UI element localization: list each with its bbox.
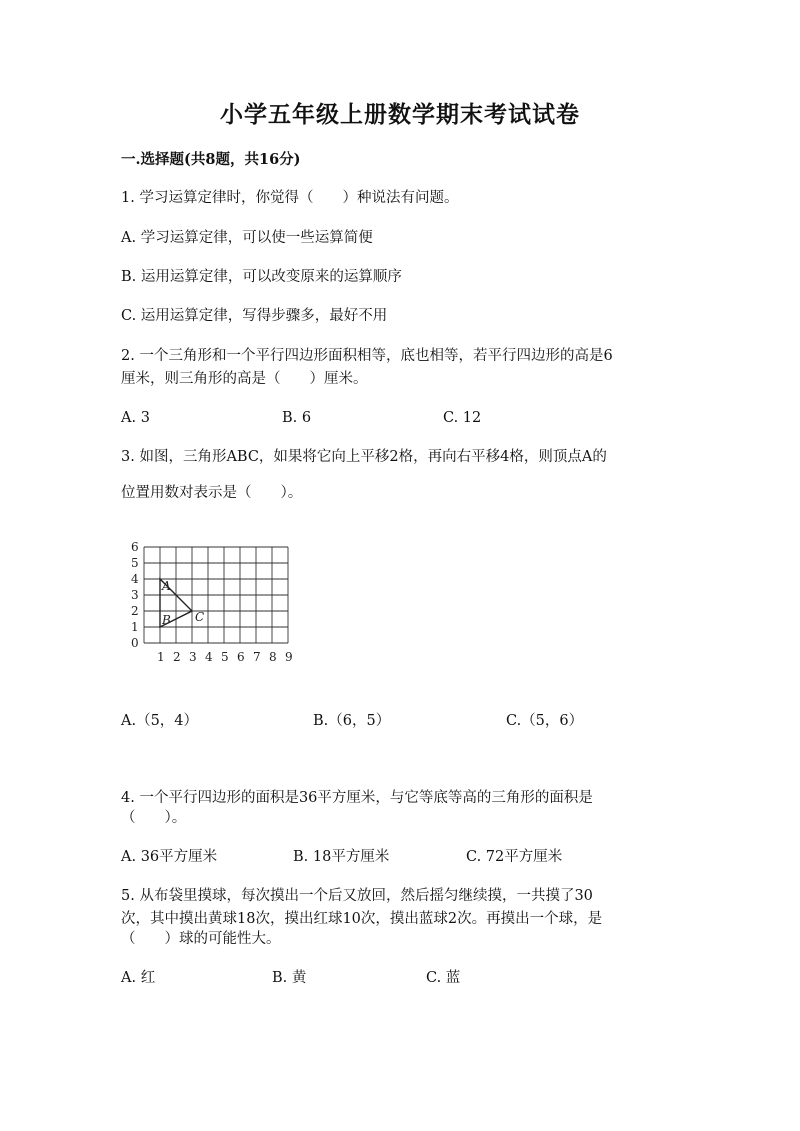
- x-tick-label: 6: [237, 650, 245, 664]
- question-2-text-line2: 厘米，则三角形的高是（ ）厘米。: [121, 371, 368, 387]
- question-2-option-a: A. 3: [121, 410, 150, 426]
- y-tick-label: 3: [131, 588, 139, 602]
- y-tick-label: 6: [131, 540, 139, 554]
- question-1-option-c: C. 运用运算定律，写得步骤多，最好不用: [121, 308, 388, 324]
- question-1-text: 1. 学习运算定律时，你觉得（ ）种说法有问题。: [121, 190, 459, 206]
- vertex-label-c: C: [195, 610, 205, 624]
- question-2-option-c: C. 12: [443, 410, 482, 426]
- question-3-text-line1: 3. 如图，三角形ABC，如果将它向上平移2格，再向右平移4格，则顶点A的: [121, 449, 607, 465]
- x-tick-label: 2: [173, 650, 181, 664]
- question-2-text-line1: 2. 一个三角形和一个平行四边形面积相等，底也相等，若平行四边形的高是6: [121, 348, 613, 364]
- question-5-option-b: B. 黄: [272, 970, 307, 986]
- question-3-option-c: C.（5，6）: [506, 713, 584, 729]
- y-tick-label: 0: [131, 636, 139, 650]
- question-1-option-a: A. 学习运算定律，可以使一些运算简便: [121, 230, 373, 246]
- question-5-option-a: A. 红: [121, 970, 156, 986]
- x-tick-label: 7: [253, 650, 261, 664]
- question-3-option-b: B.（6，5）: [313, 713, 391, 729]
- question-4-text-line1: 4. 一个平行四边形的面积是36平方厘米，与它等底等高的三角形的面积是: [121, 790, 593, 806]
- question-5-text-line2: 次，其中摸出黄球18次，摸出红球10次，摸出蓝球2次。再摸出一个球，是: [121, 911, 603, 927]
- question-5-option-c: C. 蓝: [426, 970, 461, 986]
- x-tick-label: 8: [269, 650, 277, 664]
- y-tick-label: 4: [131, 572, 139, 586]
- x-tick-label: 9: [285, 650, 293, 664]
- question-3-text-line2: 位置用数对表示是（ ）。: [121, 485, 303, 501]
- question-3-option-a: A.（5，4）: [121, 713, 199, 729]
- question-5-text-line3: （ ）球的可能性大。: [121, 931, 281, 947]
- x-tick-label: 4: [205, 650, 213, 664]
- section-heading: 一.选择题(共8题，共16分): [121, 151, 301, 168]
- page-title: 小学五年级上册数学期末考试试卷: [220, 101, 580, 128]
- question-4-option-c: C. 72平方厘米: [466, 849, 563, 865]
- x-tick-label: 5: [221, 650, 229, 664]
- vertex-label-b: B: [162, 613, 171, 627]
- question-1-option-b: B. 运用运算定律，可以改变原来的运算顺序: [121, 269, 402, 285]
- question-4-option-a: A. 36平方厘米: [121, 849, 218, 865]
- question-2-option-b: B. 6: [282, 410, 312, 426]
- question-5-text-line1: 5. 从布袋里摸球，每次摸出一个后又放回，然后摇匀继续摸，一共摸了30: [121, 888, 593, 904]
- x-tick-label: 1: [157, 650, 165, 664]
- question-4-text-line2: （ ）。: [121, 810, 187, 826]
- question-4-option-b: B. 18平方厘米: [293, 849, 390, 865]
- x-tick-label: 3: [189, 650, 197, 664]
- y-tick-label: 2: [131, 604, 139, 618]
- coordinate-grid-figure: [128, 538, 303, 666]
- y-tick-label: 5: [131, 556, 139, 570]
- vertex-label-a: A: [162, 579, 171, 593]
- grid-svg: [128, 538, 303, 666]
- y-tick-label: 1: [131, 620, 139, 634]
